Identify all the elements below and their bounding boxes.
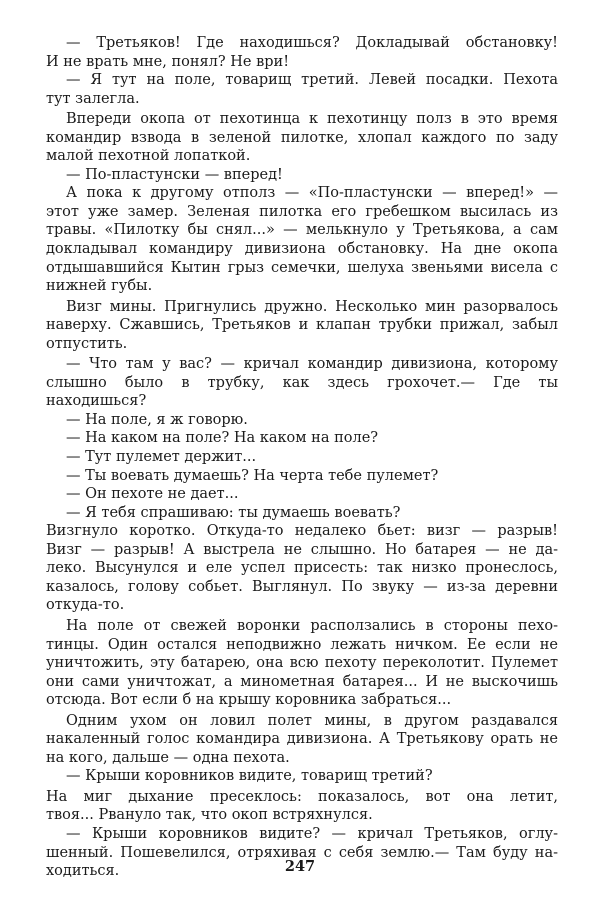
- page-number: 247: [284, 858, 316, 875]
- text-line: На миг дыхание пресеклось: показалось, вот она летит,: [46, 788, 558, 805]
- text-line: — Я тут на поле, товарищ третий. Левей посадки. Пехота: [66, 72, 558, 89]
- text-line: — Тут пулемет держит...: [66, 449, 257, 466]
- text-line: они сами уничтожат, а минометная батарея... И не выскочишь: [46, 673, 558, 690]
- text-line: отпустить.: [46, 335, 128, 352]
- text-line: — По-пластунски — вперед!: [66, 166, 283, 183]
- text-line: накаленный голос командира дивизиона. А Третьякову орать не: [46, 731, 558, 748]
- text-line: тинцы. Один остался неподвижно лежать ничком. Ее если не: [46, 636, 558, 653]
- text-line: На поле от свежей воронки расползались в стороны пехо-: [66, 617, 558, 634]
- text-line: — На каком на поле? На каком на поле?: [66, 430, 379, 447]
- text-line: твоя... Рвануло так, что окоп встряхнулся.: [46, 807, 373, 824]
- text-line: наверху. Сжавшись, Третьяков и клапан трубки прижал, забыл: [46, 317, 558, 334]
- text-line: — Я тебя спрашиваю: ты думаешь воевать?: [66, 504, 401, 521]
- text-line: тут залегла.: [46, 90, 140, 107]
- text-line: — Что там у вас? — кричал командир дивизиона, которому: [66, 356, 558, 373]
- text-line: малой пехотной лопаткой.: [46, 148, 251, 165]
- text-line: казалось, голову собьет. Выглянул. По звуку — из-за деревни: [46, 578, 558, 595]
- text-line: отдышавшийся Кытин грыз семечки, шелуха звеньями висела с: [46, 259, 558, 276]
- text-line: — Третьяков! Где находишься? Докладывай обстановку!: [66, 35, 558, 51]
- text-line: Одним ухом он ловил полет мины, в другом раздавался: [66, 712, 558, 729]
- text-line: отсюда. Вот если б на крышу коровника забраться...: [46, 692, 452, 709]
- text-line: Визг мины. Пригнулись дружно. Несколько мин разорвалось: [66, 298, 558, 315]
- text-line: — Ты воевать думаешь? На черта тебе пулемет?: [66, 467, 439, 484]
- body-text: [46, 34, 558, 881]
- text-line: слышно было в трубку, как здесь грохочет.— Где ты: [46, 374, 558, 391]
- text-line: этот уже замер. Зеленая пилотка его гребешком высилась из: [46, 203, 558, 220]
- text-line: леко. Высунулся и еле успел присесть: так низко пронеслось,: [46, 560, 558, 577]
- text-line: — На поле, я ж говорю.: [66, 411, 248, 428]
- text-line: находишься?: [46, 393, 147, 410]
- text-line: ходиться.: [46, 863, 120, 880]
- text-line: Визг — разрыв! А выстрела не слышно. Но батарея — не да-: [46, 541, 558, 558]
- text-line: Визгнуло коротко. Откуда-то недалеко бьет: визг — разрыв!: [46, 523, 558, 540]
- text-line: командир взвода в зеленой пилотке, хлопал каждого по заду: [46, 129, 558, 146]
- text-line: — Крыши коровников видите? — кричал Третьяков, оглу-: [66, 825, 558, 842]
- text-line: Впереди окопа от пехотинца к пехотинцу полз в это время: [66, 111, 558, 128]
- text-line: нижней губы.: [46, 278, 153, 295]
- text-line: докладывал командиру дивизиона обстановку. На дне окопа: [46, 241, 558, 258]
- text-line: — Крыши коровников видите, товарищ третий?: [66, 768, 433, 785]
- text-line: откуда-то.: [46, 597, 125, 614]
- text-line: — Он пехоте не дает...: [66, 486, 239, 503]
- text-line: А пока к другому отполз — «По-пластунски — вперед!» —: [66, 185, 558, 202]
- text-line: травы. «Пилотку бы снял...» — мелькнуло у Третьякова, а сам: [46, 222, 558, 239]
- text-line: И не врать мне, понял? Не ври!: [46, 53, 290, 70]
- text-line: шенный. Пошевелился, отряхивая с себя землю.— Там буду на-: [46, 844, 558, 861]
- text-line: на кого, дальше — одна пехота.: [46, 749, 290, 766]
- text-line: уничтожить, эту батарею, она всю пехоту переколотит. Пулемет: [46, 655, 558, 672]
